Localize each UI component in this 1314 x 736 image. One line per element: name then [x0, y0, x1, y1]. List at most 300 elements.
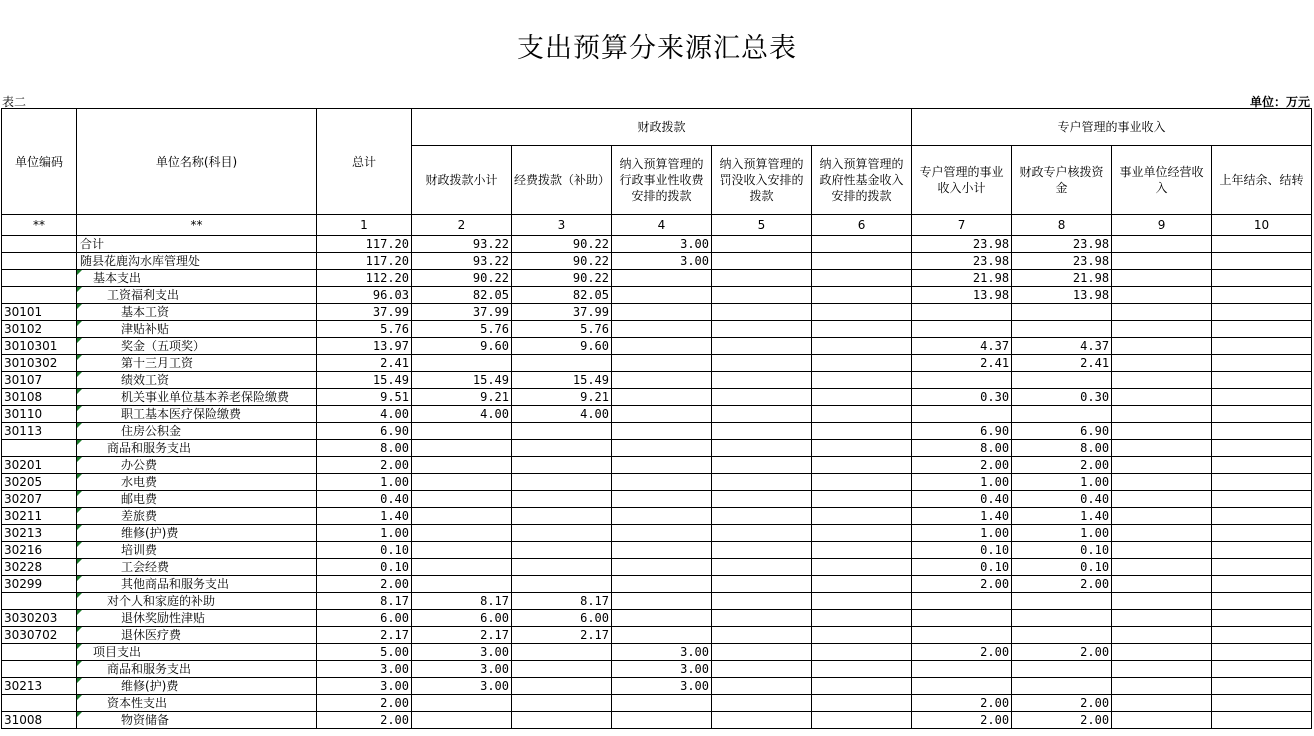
row-value-c2	[412, 440, 512, 457]
row-value-c3	[512, 542, 612, 559]
row-value-c10	[1212, 355, 1312, 372]
row-value-c8: 2.00	[1012, 695, 1112, 712]
row-value-c9	[1112, 712, 1212, 729]
index-cell: 6	[812, 215, 912, 236]
row-value-c7: 1.40	[912, 508, 1012, 525]
row-value-c2	[412, 695, 512, 712]
row-name: 工资福利支出	[77, 287, 317, 304]
column-index-row	[2, 215, 1312, 236]
row-value-c7	[912, 678, 1012, 695]
row-value-c7: 2.41	[912, 355, 1012, 372]
row-value-c1: 8.00	[317, 440, 412, 457]
row-value-c6	[812, 661, 912, 678]
row-value-c7: 21.98	[912, 270, 1012, 287]
row-value-c10	[1212, 695, 1312, 712]
row-value-c1: 6.00	[317, 610, 412, 627]
row-value-c3: 6.00	[512, 610, 612, 627]
table-number: 表二	[2, 95, 27, 109]
row-value-c1: 2.17	[317, 627, 412, 644]
row-value-c6	[812, 627, 912, 644]
row-value-c4	[612, 508, 712, 525]
row-value-c7: 2.00	[912, 576, 1012, 593]
table-row	[2, 576, 1312, 593]
row-value-c7: 1.00	[912, 525, 1012, 542]
row-value-c9	[1112, 576, 1212, 593]
header-name: 单位名称(科目)	[77, 109, 317, 215]
row-value-c7: 2.00	[912, 457, 1012, 474]
row-name: 项目支出	[77, 644, 317, 661]
row-value-c2	[412, 542, 512, 559]
row-name: 第十三月工资	[77, 355, 317, 372]
row-name: 基本支出	[77, 270, 317, 287]
row-value-c8	[1012, 678, 1112, 695]
index-cell: 10	[1212, 215, 1312, 236]
row-value-c9	[1112, 525, 1212, 542]
row-value-c8	[1012, 372, 1112, 389]
row-value-c1: 0.40	[317, 491, 412, 508]
row-code	[2, 661, 77, 678]
row-value-c3: 82.05	[512, 287, 612, 304]
row-value-c6	[812, 576, 912, 593]
row-value-c7	[912, 661, 1012, 678]
row-value-c5	[712, 355, 812, 372]
row-value-c4	[612, 491, 712, 508]
row-value-c1: 2.00	[317, 712, 412, 729]
row-value-c7: 2.00	[912, 712, 1012, 729]
row-value-c1: 0.10	[317, 542, 412, 559]
table-row	[2, 355, 1312, 372]
row-code: 3030203	[2, 610, 77, 627]
row-value-c2: 3.00	[412, 678, 512, 695]
row-value-c1: 2.00	[317, 457, 412, 474]
row-value-c6	[812, 508, 912, 525]
row-name: 差旅费	[77, 508, 317, 525]
row-value-c5	[712, 236, 812, 253]
table-row	[2, 661, 1312, 678]
row-value-c4	[612, 287, 712, 304]
row-value-c10	[1212, 678, 1312, 695]
row-value-c1: 8.17	[317, 593, 412, 610]
header-c7: 专户管理的事业收入小计	[912, 146, 1012, 215]
row-value-c5	[712, 270, 812, 287]
row-value-c4: 3.00	[612, 253, 712, 270]
row-value-c6	[812, 253, 912, 270]
row-value-c1: 0.10	[317, 559, 412, 576]
row-value-c10	[1212, 627, 1312, 644]
row-value-c9	[1112, 321, 1212, 338]
index-cell: 2	[412, 215, 512, 236]
row-value-c2: 93.22	[412, 253, 512, 270]
row-value-c6	[812, 236, 912, 253]
row-value-c3	[512, 508, 612, 525]
row-value-c2	[412, 457, 512, 474]
header-c8: 财政专户核拨资金	[1012, 146, 1112, 215]
row-value-c6	[812, 389, 912, 406]
row-value-c2	[412, 525, 512, 542]
row-value-c8	[1012, 610, 1112, 627]
table-row	[2, 270, 1312, 287]
row-name: 奖金（五项奖）	[77, 338, 317, 355]
row-value-c1: 5.00	[317, 644, 412, 661]
row-value-c8: 23.98	[1012, 236, 1112, 253]
row-value-c2: 3.00	[412, 644, 512, 661]
row-value-c6	[812, 372, 912, 389]
row-value-c8: 4.37	[1012, 338, 1112, 355]
row-name: 绩效工资	[77, 372, 317, 389]
row-value-c1: 2.00	[317, 576, 412, 593]
row-name: 津贴补贴	[77, 321, 317, 338]
index-cell: 1	[317, 215, 412, 236]
row-value-c7: 23.98	[912, 236, 1012, 253]
row-value-c5	[712, 593, 812, 610]
row-name: 办公费	[77, 457, 317, 474]
row-value-c9	[1112, 372, 1212, 389]
row-value-c10	[1212, 491, 1312, 508]
row-value-c8	[1012, 627, 1112, 644]
row-name: 其他商品和服务支出	[77, 576, 317, 593]
row-value-c10	[1212, 423, 1312, 440]
row-value-c3: 90.22	[512, 270, 612, 287]
row-value-c3	[512, 474, 612, 491]
row-code: 30216	[2, 542, 77, 559]
row-value-c3	[512, 712, 612, 729]
row-value-c1: 15.49	[317, 372, 412, 389]
row-value-c9	[1112, 695, 1212, 712]
row-value-c2	[412, 423, 512, 440]
row-name: 商品和服务支出	[77, 440, 317, 457]
row-value-c4	[612, 593, 712, 610]
table-row	[2, 474, 1312, 491]
row-value-c9	[1112, 406, 1212, 423]
row-value-c4	[612, 423, 712, 440]
row-value-c4	[612, 389, 712, 406]
row-value-c1: 37.99	[317, 304, 412, 321]
row-value-c2	[412, 576, 512, 593]
header-fiscal-group: 财政拨款	[412, 109, 912, 146]
row-code: 30201	[2, 457, 77, 474]
row-value-c7	[912, 406, 1012, 423]
row-value-c8: 8.00	[1012, 440, 1112, 457]
row-value-c2	[412, 474, 512, 491]
row-value-c5	[712, 304, 812, 321]
row-value-c10	[1212, 338, 1312, 355]
row-value-c5	[712, 644, 812, 661]
row-value-c4	[612, 474, 712, 491]
index-cell: **	[2, 215, 77, 236]
header-c4: 纳入预算管理的行政事业性收费安排的拨款	[612, 146, 712, 215]
row-value-c7	[912, 304, 1012, 321]
row-value-c6	[812, 644, 912, 661]
row-value-c1: 4.00	[317, 406, 412, 423]
row-value-c5	[712, 440, 812, 457]
row-value-c10	[1212, 610, 1312, 627]
row-value-c4	[612, 576, 712, 593]
row-value-c3: 5.76	[512, 321, 612, 338]
row-value-c8	[1012, 304, 1112, 321]
row-value-c5	[712, 695, 812, 712]
row-value-c10	[1212, 525, 1312, 542]
row-code: 30108	[2, 389, 77, 406]
row-value-c3	[512, 491, 612, 508]
row-value-c10	[1212, 372, 1312, 389]
row-value-c7: 13.98	[912, 287, 1012, 304]
row-value-c9	[1112, 304, 1212, 321]
row-value-c4	[612, 695, 712, 712]
row-value-c7: 0.10	[912, 559, 1012, 576]
row-value-c9	[1112, 474, 1212, 491]
row-value-c6	[812, 355, 912, 372]
table-row	[2, 423, 1312, 440]
row-value-c9	[1112, 236, 1212, 253]
row-code: 30207	[2, 491, 77, 508]
row-value-c4	[612, 355, 712, 372]
row-value-c4	[612, 338, 712, 355]
table-row	[2, 712, 1312, 729]
row-value-c4	[612, 627, 712, 644]
row-code: 30113	[2, 423, 77, 440]
row-value-c5	[712, 661, 812, 678]
row-value-c4	[612, 457, 712, 474]
row-value-c10	[1212, 389, 1312, 406]
row-value-c9	[1112, 423, 1212, 440]
row-value-c5	[712, 287, 812, 304]
row-name: 职工基本医疗保险缴费	[77, 406, 317, 423]
row-value-c9	[1112, 627, 1212, 644]
header-special-group: 专户管理的事业收入	[912, 109, 1312, 146]
index-cell: 8	[1012, 215, 1112, 236]
row-code: 3030702	[2, 627, 77, 644]
row-value-c6	[812, 338, 912, 355]
row-value-c1: 1.40	[317, 508, 412, 525]
row-value-c3	[512, 576, 612, 593]
row-value-c3	[512, 559, 612, 576]
row-value-c3: 15.49	[512, 372, 612, 389]
row-value-c4	[612, 559, 712, 576]
row-value-c3: 2.17	[512, 627, 612, 644]
row-value-c8: 1.00	[1012, 525, 1112, 542]
row-value-c2: 90.22	[412, 270, 512, 287]
row-value-c7	[912, 321, 1012, 338]
row-value-c3	[512, 355, 612, 372]
row-value-c9	[1112, 253, 1212, 270]
table-row	[2, 253, 1312, 270]
row-value-c8	[1012, 406, 1112, 423]
row-value-c1: 2.41	[317, 355, 412, 372]
row-value-c5	[712, 253, 812, 270]
row-value-c2: 9.60	[412, 338, 512, 355]
row-value-c6	[812, 712, 912, 729]
row-value-c3	[512, 695, 612, 712]
row-value-c9	[1112, 559, 1212, 576]
report-title: 支出预算分来源汇总表	[517, 33, 797, 64]
row-value-c1: 5.76	[317, 321, 412, 338]
header-code: 单位编码	[2, 109, 77, 215]
row-code	[2, 593, 77, 610]
header-c9: 事业单位经营收入	[1112, 146, 1212, 215]
row-name: 水电费	[77, 474, 317, 491]
row-name: 维修(护)费	[77, 678, 317, 695]
index-cell: 9	[1112, 215, 1212, 236]
row-code	[2, 236, 77, 253]
row-value-c6	[812, 304, 912, 321]
row-value-c5	[712, 321, 812, 338]
row-value-c8	[1012, 321, 1112, 338]
row-value-c2: 15.49	[412, 372, 512, 389]
row-value-c5	[712, 406, 812, 423]
row-value-c9	[1112, 457, 1212, 474]
row-value-c2: 9.21	[412, 389, 512, 406]
header-c3: 经费拨款（补助）	[512, 146, 612, 215]
row-value-c3: 8.17	[512, 593, 612, 610]
table-row	[2, 678, 1312, 695]
row-value-c6	[812, 321, 912, 338]
row-value-c2	[412, 559, 512, 576]
table-row	[2, 338, 1312, 355]
row-value-c6	[812, 542, 912, 559]
row-value-c5	[712, 508, 812, 525]
row-value-c4	[612, 406, 712, 423]
row-value-c2: 37.99	[412, 304, 512, 321]
row-value-c4: 3.00	[612, 678, 712, 695]
row-name: 随县花鹿沟水库管理处	[77, 253, 317, 270]
row-value-c2: 4.00	[412, 406, 512, 423]
row-name: 合计	[77, 236, 317, 253]
row-value-c9	[1112, 542, 1212, 559]
row-value-c3: 37.99	[512, 304, 612, 321]
table-row	[2, 559, 1312, 576]
row-name: 机关事业单位基本养老保险缴费	[77, 389, 317, 406]
row-code	[2, 440, 77, 457]
row-name: 退休医疗费	[77, 627, 317, 644]
row-value-c2	[412, 712, 512, 729]
unit-label: 单位：万元	[1249, 95, 1310, 109]
row-name: 工会经费	[77, 559, 317, 576]
row-value-c3: 90.22	[512, 236, 612, 253]
row-code: 3010302	[2, 355, 77, 372]
row-value-c6	[812, 593, 912, 610]
row-value-c10	[1212, 593, 1312, 610]
table-row	[2, 593, 1312, 610]
table-row	[2, 525, 1312, 542]
row-code	[2, 644, 77, 661]
row-value-c4: 3.00	[612, 236, 712, 253]
row-value-c10	[1212, 508, 1312, 525]
table-body	[2, 236, 1312, 729]
table-row	[2, 440, 1312, 457]
row-value-c8: 23.98	[1012, 253, 1112, 270]
row-value-c1: 96.03	[317, 287, 412, 304]
row-value-c2	[412, 508, 512, 525]
row-value-c2: 2.17	[412, 627, 512, 644]
row-value-c10	[1212, 253, 1312, 270]
row-name: 邮电费	[77, 491, 317, 508]
index-cell: 7	[912, 215, 1012, 236]
table-row	[2, 508, 1312, 525]
table-row	[2, 627, 1312, 644]
row-value-c3	[512, 440, 612, 457]
row-value-c2	[412, 491, 512, 508]
row-value-c3: 4.00	[512, 406, 612, 423]
table-row	[2, 304, 1312, 321]
row-value-c8: 1.40	[1012, 508, 1112, 525]
row-code	[2, 253, 77, 270]
row-value-c3	[512, 457, 612, 474]
row-name: 维修(护)费	[77, 525, 317, 542]
row-value-c7: 23.98	[912, 253, 1012, 270]
row-value-c2: 3.00	[412, 661, 512, 678]
row-value-c3: 9.60	[512, 338, 612, 355]
row-value-c5	[712, 423, 812, 440]
row-value-c10	[1212, 576, 1312, 593]
row-value-c10	[1212, 287, 1312, 304]
row-value-c6	[812, 406, 912, 423]
index-cell: 4	[612, 215, 712, 236]
row-code	[2, 287, 77, 304]
row-value-c7	[912, 593, 1012, 610]
index-cell: 3	[512, 215, 612, 236]
row-value-c6	[812, 457, 912, 474]
row-value-c2: 82.05	[412, 287, 512, 304]
row-value-c10	[1212, 661, 1312, 678]
row-value-c7: 6.90	[912, 423, 1012, 440]
row-name: 住房公积金	[77, 423, 317, 440]
row-value-c9	[1112, 355, 1212, 372]
row-value-c10	[1212, 542, 1312, 559]
row-value-c9	[1112, 661, 1212, 678]
row-value-c8	[1012, 593, 1112, 610]
table-row	[2, 610, 1312, 627]
row-value-c9	[1112, 491, 1212, 508]
row-value-c7	[912, 372, 1012, 389]
row-value-c8: 1.00	[1012, 474, 1112, 491]
row-value-c9	[1112, 644, 1212, 661]
row-value-c2: 5.76	[412, 321, 512, 338]
row-value-c10	[1212, 321, 1312, 338]
row-code: 30213	[2, 678, 77, 695]
row-value-c10	[1212, 712, 1312, 729]
table-row	[2, 542, 1312, 559]
table-row	[2, 491, 1312, 508]
row-value-c5	[712, 678, 812, 695]
row-value-c6	[812, 559, 912, 576]
row-value-c4	[612, 304, 712, 321]
row-code: 3010301	[2, 338, 77, 355]
row-value-c1: 117.20	[317, 236, 412, 253]
row-value-c8: 0.30	[1012, 389, 1112, 406]
row-value-c2: 6.00	[412, 610, 512, 627]
row-value-c2	[412, 355, 512, 372]
row-value-c4	[612, 712, 712, 729]
table-row	[2, 644, 1312, 661]
header-c5: 纳入预算管理的罚没收入安排的拨款	[712, 146, 812, 215]
row-value-c3: 9.21	[512, 389, 612, 406]
row-code: 30101	[2, 304, 77, 321]
row-value-c1: 117.20	[317, 253, 412, 270]
header-c6: 纳入预算管理的政府性基金收入安排的拨款	[812, 146, 912, 215]
row-value-c6	[812, 695, 912, 712]
row-value-c1: 3.00	[317, 678, 412, 695]
table-row	[2, 695, 1312, 712]
row-code: 30211	[2, 508, 77, 525]
table-header	[2, 109, 1312, 236]
row-name: 培训费	[77, 542, 317, 559]
row-value-c4: 3.00	[612, 661, 712, 678]
row-value-c5	[712, 559, 812, 576]
row-name: 资本性支出	[77, 695, 317, 712]
row-value-c9	[1112, 389, 1212, 406]
row-value-c7: 0.30	[912, 389, 1012, 406]
table-row	[2, 457, 1312, 474]
